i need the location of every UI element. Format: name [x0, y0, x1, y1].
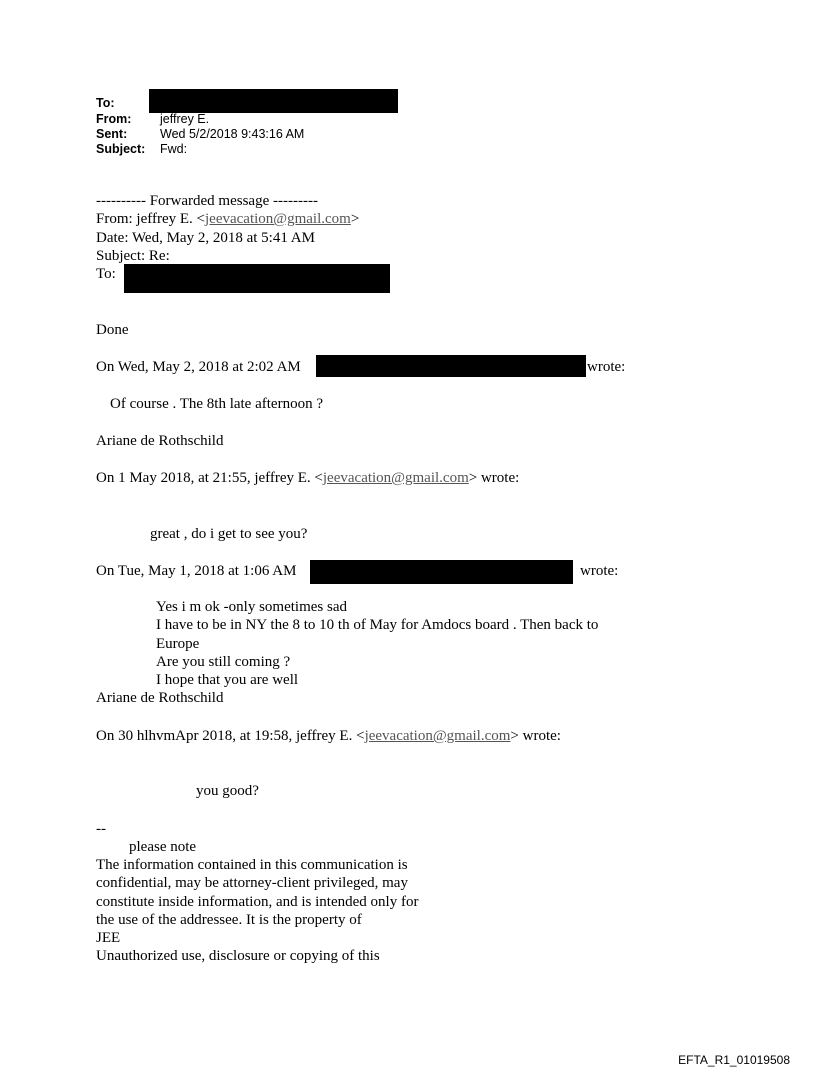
subject-value: Fwd:	[160, 142, 188, 156]
forwarded-from-suffix: >	[350, 211, 360, 227]
to-label: To:	[96, 96, 115, 110]
quote-header-3-suffix: wrote:	[580, 563, 619, 579]
redaction-bar	[316, 355, 586, 377]
disclaimer-line: Unauthorized use, disclosure or copying of this	[96, 948, 380, 964]
message-line: I have to be in NY the 8 to 10 th of May for Amdocs board . Then back to	[156, 617, 599, 633]
forwarded-from	[96, 210, 359, 228]
forwarded-from-prefix: From: jeffrey E. <	[96, 211, 205, 227]
message-line: I hope that you are well	[156, 672, 299, 688]
from-value: jeffrey E.	[160, 112, 210, 126]
quote-header-3: On Tue, May 1, 2018 at 1:06 AM	[96, 563, 297, 579]
message-line: Europe	[156, 636, 200, 652]
message-of-course: Of course . The 8th late afternoon ?	[110, 396, 323, 412]
message-line: Yes i m ok -only sometimes sad	[156, 599, 347, 615]
subject-label: Subject:	[96, 142, 146, 156]
note-title: please note	[129, 839, 197, 855]
disclaimer-line: constitute inside information, and is intended only for	[96, 894, 419, 910]
quote-header-4-email-link[interactable]: jeevacation@gmail.com	[364, 728, 511, 744]
forwarded-divider: ---------- Forwarded message ---------	[96, 193, 318, 209]
forwarded-date: Date: Wed, May 2, 2018 at 5:41 AM	[96, 230, 315, 246]
redaction-bar	[310, 560, 573, 584]
subject-row	[96, 142, 187, 157]
quote-header-4	[96, 727, 561, 745]
quote-header-2	[96, 469, 519, 487]
signature-dashes: --	[96, 821, 106, 837]
sent-row	[96, 127, 304, 142]
from-row	[96, 112, 209, 127]
quote-header-4-prefix: On 30 hlhvmApr 2018, at 19:58, jeffrey E. <	[96, 728, 365, 744]
disclaimer-line: the use of the addressee. It is the property of	[96, 912, 362, 928]
sent-label: Sent:	[96, 127, 128, 141]
sent-value: Wed 5/2/2018 9:43:16 AM	[160, 127, 305, 141]
quote-header-2-prefix: On 1 May 2018, at 21:55, jeffrey E. <	[96, 470, 323, 486]
disclaimer-line: confidential, may be attorney-client privileged, may	[96, 875, 408, 891]
quote-header-1: On Wed, May 2, 2018 at 2:02 AM	[96, 359, 301, 375]
redaction-bar	[149, 89, 398, 113]
forwarded-to: To:	[96, 266, 116, 282]
redaction-bar	[124, 264, 390, 293]
quote-header-2-suffix: > wrote:	[468, 470, 520, 486]
message-line: Are you still coming ?	[156, 654, 291, 670]
disclaimer-line: The information contained in this communication is	[96, 857, 408, 873]
quote-header-4-suffix: > wrote:	[510, 728, 561, 744]
message-you-good: you good?	[196, 783, 259, 799]
message-great: great , do i get to see you?	[150, 526, 308, 542]
signature-1: Ariane de Rothschild	[96, 433, 224, 449]
quote-header-1-suffix: wrote:	[587, 359, 626, 375]
signature-2: Ariane de Rothschild	[96, 690, 224, 706]
quote-header-2-email-link[interactable]: jeevacation@gmail.com	[322, 470, 469, 486]
reply-done: Done	[96, 322, 129, 338]
forwarded-subject: Subject: Re:	[96, 248, 170, 264]
from-label: From:	[96, 112, 132, 126]
document-id: EFTA_R1_01019508	[678, 1053, 790, 1067]
disclaimer-line: JEE	[96, 930, 121, 946]
forwarded-from-email-link[interactable]: jeevacation@gmail.com	[205, 211, 351, 227]
